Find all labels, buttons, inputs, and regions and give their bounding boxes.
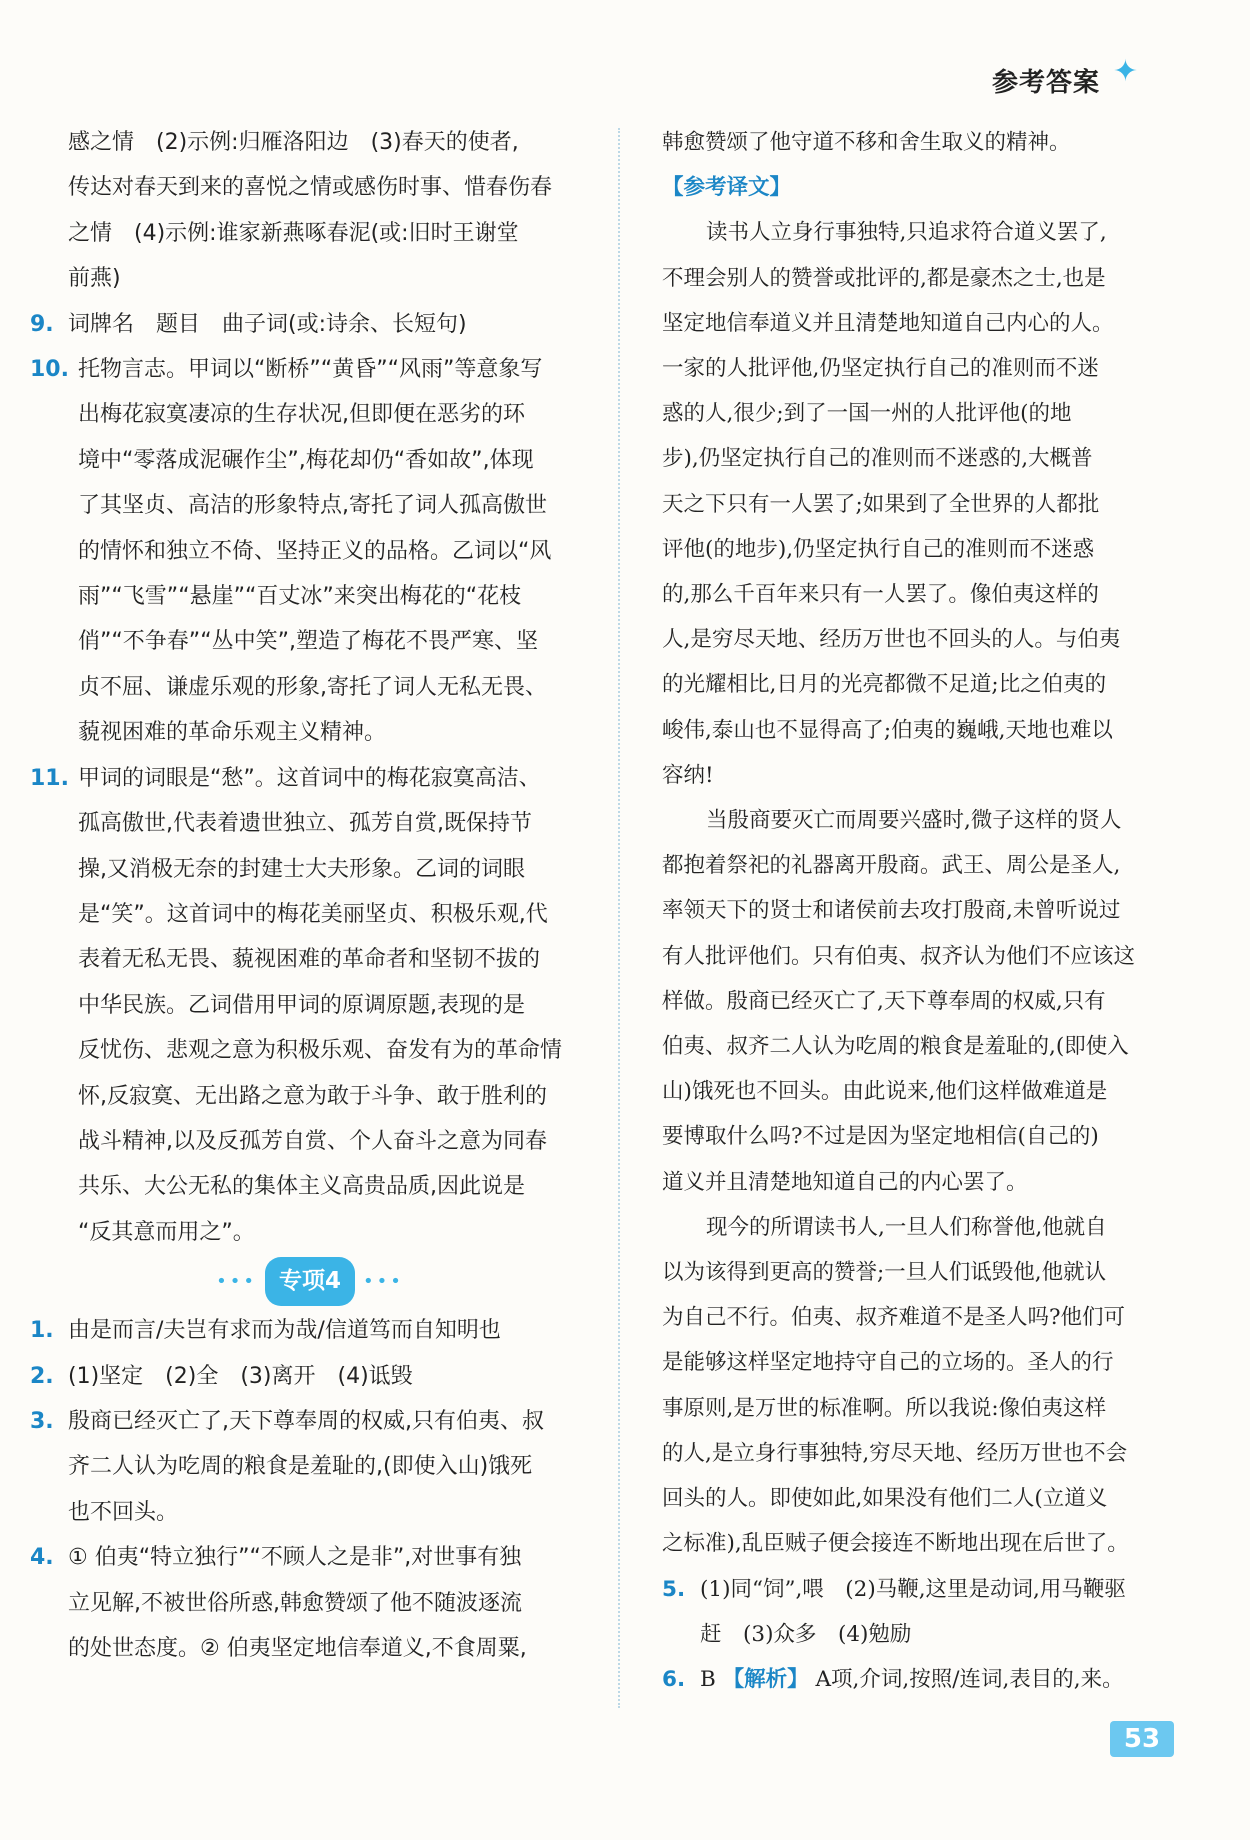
text-line: 之情 (4)示例:谁家新燕啄春泥(或:旧时王谢堂 [68, 220, 519, 246]
text-line: 天之下只有一人罢了;如果到了全世界的人都批 [662, 491, 1100, 517]
question-number: 1. [30, 1318, 54, 1344]
question-3 [30, 1399, 590, 1535]
text-line: 以为该得到更高的赞誉;一旦人们诋毁他,他就认 [662, 1260, 1107, 1286]
question-number: 3. [30, 1408, 54, 1434]
text-line: 反忧伤、悲观之意为积极乐观、奋发有为的革命情 [78, 1038, 563, 1064]
question-1 [30, 1308, 590, 1353]
text-line: 人,是穷尽天地、经历万世也不回头的人。与伯夷 [662, 627, 1121, 653]
text-line: 感之情 (2)示例:归雁洛阳边 (3)春天的使者, [68, 130, 519, 155]
answer-text: A项,介词,按照/连词,表目的,来。 [815, 1666, 1124, 1692]
text-line: 评他(的地步),仍坚定执行自己的准则而不迷惑 [662, 536, 1095, 562]
text-line: 也不回头。 [68, 1499, 179, 1525]
text-line: 现今的所谓读书人,一旦人们称誉他,他就自 [706, 1214, 1107, 1240]
text-line: “反其意而用之”。 [78, 1219, 255, 1245]
text-line: 率领天下的贤士和诸侯前去攻打殷商,未曾听说过 [662, 898, 1121, 924]
question-number: 5. [662, 1576, 686, 1602]
text-line: 有人批评他们。只有伯夷、叔齐认为他们不应该这 [662, 943, 1136, 969]
text-line: 境中“零落成泥碾作尘”,梅花却仍“香如故”,体现 [78, 447, 534, 473]
column-divider [618, 128, 620, 1708]
question-number: 2. [30, 1363, 54, 1389]
text-line: 立见解,不被世俗所惑,韩愈赞颂了他不随波逐流 [68, 1590, 522, 1616]
text-line: 惑的人,很少;到了一国一州的人批评他(的地 [662, 401, 1072, 427]
translation-paragraph-2 [662, 798, 1187, 1205]
section-badge: 专项4 [265, 1257, 355, 1306]
text-line: 的,那么千百年来只有一人罢了。像伯夷这样的 [662, 582, 1099, 608]
text-line: 道义并且清楚地知道自己的内心罢了。 [662, 1169, 1028, 1195]
translation-paragraph-1 [662, 210, 1187, 798]
text-line: 雨”“飞雪”“悬崖”“百丈冰”来突出梅花的“花枝 [78, 584, 522, 610]
question-5 [662, 1567, 1187, 1657]
text-line: 的情怀和独立不倚、坚持正义的品格。乙词以“风 [78, 538, 552, 564]
answer-text: (1)坚定 (2)全 (3)离开 (4)诋毁 [68, 1363, 413, 1389]
text-line: 的人,是立身行事独特,穷尽天地、经历万世也不会 [662, 1440, 1128, 1466]
text-line: 一家的人批评他,仍坚定执行自己的准则而不迷 [662, 356, 1099, 382]
reference-translation-title: 【参考译文】 [662, 175, 792, 201]
text-line: 的处世态度。② 伯夷坚定地信奉道义,不食周粟, [68, 1636, 527, 1661]
left-column [30, 120, 590, 1671]
text-line: 托物言志。甲词以“断桥”“黄昏”“风雨”等意象写 [78, 357, 543, 383]
text-line: 坚定地信奉道义并且清楚地知道自己内心的人。 [662, 310, 1114, 336]
question-number: 4. [30, 1545, 54, 1571]
section-heading [30, 1259, 590, 1304]
question-11 [30, 756, 590, 1255]
answer-text: 词牌名 题目 曲子词(或:诗余、长短句) [68, 311, 467, 337]
text-line: 回头的人。即使如此,如果没有他们二人(立道义 [662, 1486, 1108, 1512]
text-line: 甲词的词眼是“愁”。这首词中的梅花寂寞高洁、 [78, 765, 541, 791]
text-line: 峻伟,泰山也不显得高了;伯夷的巍峨,天地也难以 [662, 717, 1113, 743]
page-number: 53 [1110, 1721, 1174, 1757]
text-line: 之标准),乱臣贼子便会接连不断地出现在后世了。 [662, 1531, 1129, 1557]
header-title: 参考答案 [991, 68, 1100, 98]
translation-paragraph-3 [662, 1205, 1187, 1567]
question-number: 11. [30, 765, 69, 791]
text-line: 操,又消极无奈的封建士大夫形象。乙词的词眼 [78, 856, 525, 882]
question-4 [30, 1535, 590, 1671]
text-line: 样做。殷商已经灭亡了,天下尊奉周的权威,只有 [662, 988, 1106, 1014]
text-line: ① 伯夷“特立独行”“不顾人之是非”,对世事有独 [68, 1545, 522, 1571]
text-line: 事原则,是万世的标准啊。所以我说:像伯夷这样 [662, 1395, 1107, 1421]
text-line: 俏”“不争春”“丛中笑”,塑造了梅花不畏严寒、坚 [78, 629, 538, 655]
question-10 [30, 347, 590, 756]
text-line: 中华民族。乙词借用甲词的原调原题,表现的是 [78, 992, 525, 1018]
analysis-label: 【解析】 [722, 1666, 809, 1692]
text-line: 表着无私无畏、藐视困难的革命者和坚韧不拔的 [78, 947, 541, 973]
question-number: 6. [662, 1666, 686, 1692]
question-6 [662, 1657, 1187, 1702]
text-line: 是能够这样坚定地持守自己的立场的。圣人的行 [662, 1350, 1114, 1376]
text-line: 孤高傲世,代表着遗世独立、孤芳自赏,既保持节 [78, 811, 532, 837]
text-line: 传达对春天到来的喜悦之情或感伤时事、惜春伤春 [68, 175, 553, 201]
text-line: 步),仍坚定执行自己的准则而不迷惑的,大概普 [662, 446, 1093, 472]
text-line: 齐二人认为吃周的粮食是羞耻的,(即使入山)饿死 [68, 1454, 533, 1480]
text-line: (1)同“饲”,喂 (2)马鞭,这里是动词,用马鞭驱 [700, 1576, 1126, 1602]
answer-text: 由是而言/夫岂有求而为哉/信道笃而自知明也 [68, 1318, 501, 1344]
text-line: 不理会别人的赞誉或批评的,都是豪杰之士,也是 [662, 265, 1106, 291]
text-line: 为自己不行。伯夷、叔齐难道不是圣人吗?他们可 [662, 1305, 1126, 1331]
text-line: 是“笑”。这首词中的梅花美丽坚贞、积极乐观,代 [78, 901, 548, 927]
text-line: 战斗精神,以及反孤芳自赏、个人奋斗之意为同春 [78, 1128, 547, 1154]
dots-decoration-icon: ••• [216, 1270, 257, 1292]
text-line: 赶 (3)众多 (4)勉励 [700, 1621, 912, 1647]
right-column [662, 120, 1187, 1702]
text-line: 的光耀相比,日月的光亮都微不足道;比之伯夷的 [662, 672, 1107, 698]
text-line: 藐视困难的革命乐观主义精神。 [78, 720, 387, 746]
question-9 [30, 302, 590, 347]
star-icon: ✦ [1112, 54, 1138, 89]
text-line: 韩愈赞颂了他守道不移和舍生取义的精神。 [662, 130, 1071, 155]
text-line: 容纳! [662, 762, 714, 788]
text-line: 山)饿死也不回头。由此说来,他们这样做难道是 [662, 1079, 1108, 1105]
text-line: 前燕) [68, 266, 121, 292]
text-line: 贞不屈、谦虚乐观的形象,寄托了词人无私无畏、 [78, 674, 547, 700]
question-2 [30, 1354, 590, 1399]
text-line: 共乐、大公无私的集体主义高贵品质,因此说是 [78, 1174, 525, 1200]
text-line: 了其坚贞、高洁的形象特点,寄托了词人孤高傲世 [78, 493, 547, 519]
text-line: 要博取什么吗?不过是因为坚定地相信(自己的) [662, 1124, 1099, 1150]
dots-decoration-icon: ••• [363, 1270, 404, 1292]
text-line: 出梅花寂寞凄凉的生存状况,但即便在恶劣的环 [78, 402, 525, 428]
answer-choice: B [700, 1666, 716, 1692]
text-line: 读书人立身行事独特,只追求符合道义罢了, [706, 220, 1107, 246]
question-number: 9. [30, 311, 54, 337]
text-line: 都抱着祭祀的礼器离开殷商。武王、周公是圣人, [662, 853, 1121, 879]
text-line: 殷商已经灭亡了,天下尊奉周的权威,只有伯夷、叔 [68, 1408, 544, 1434]
text-line: 怀,反寂寞、无出路之意为敢于斗争、敢于胜利的 [78, 1083, 547, 1109]
text-line: 伯夷、叔齐二人认为吃周的粮食是羞耻的,(即使入 [662, 1034, 1129, 1060]
text-line: 当殷商要灭亡而周要兴盛时,微子这样的贤人 [706, 808, 1122, 834]
question-number: 10. [30, 357, 69, 383]
